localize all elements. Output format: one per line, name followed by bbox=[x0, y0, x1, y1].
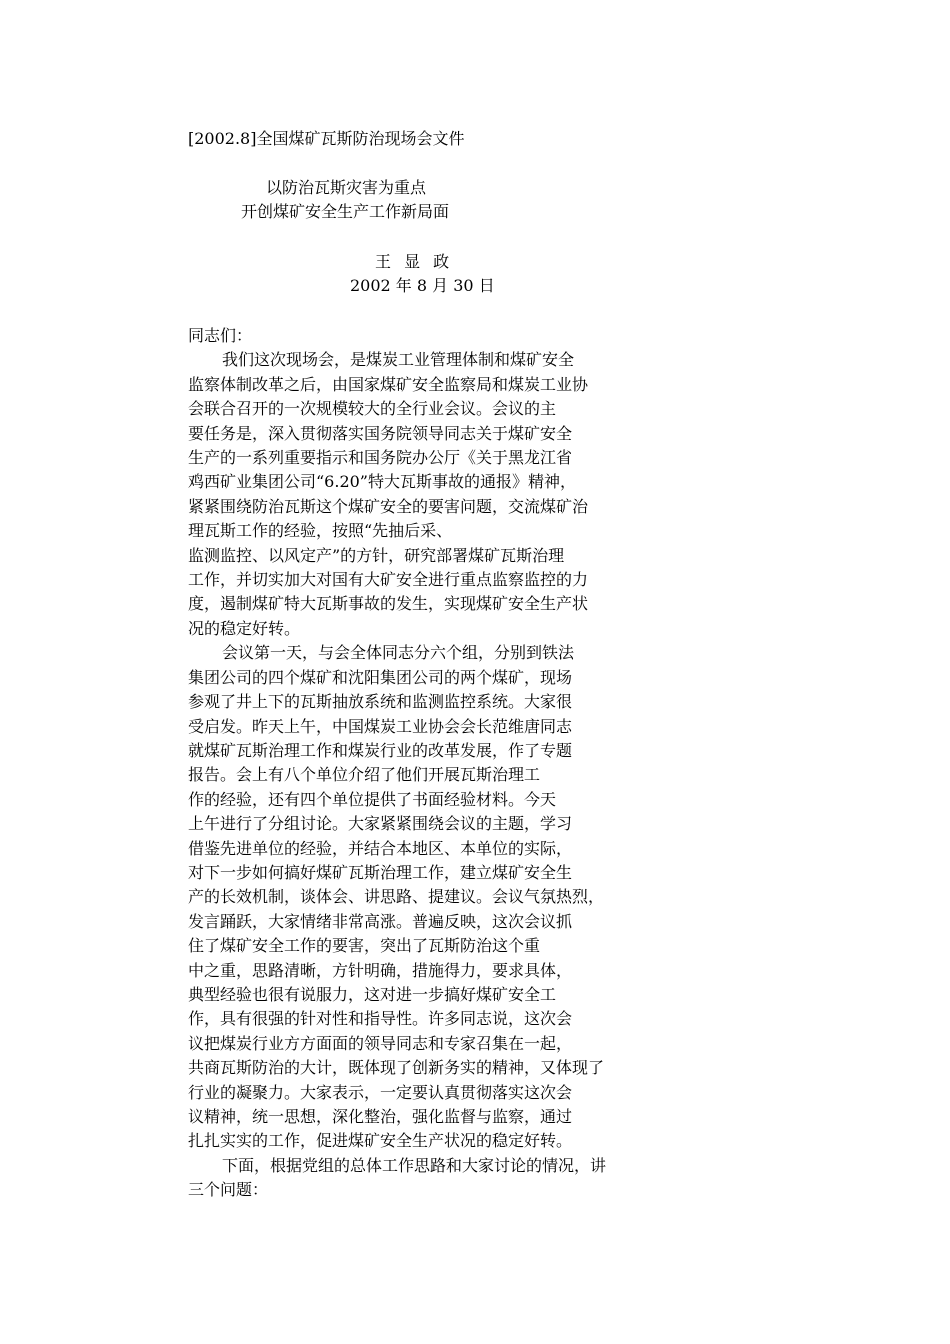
document-header: [2002.8]全国煤矿瓦斯防治现场会文件 bbox=[188, 129, 465, 148]
body-line: 理瓦斯工作的经验，按照“先抽后采、 bbox=[188, 521, 453, 541]
body-line: 议把煤炭行业方方面面的领导同志和专家召集在一起， bbox=[188, 1033, 573, 1053]
body-line: 产的长效机制，谈体会、讲思路、提建议。会议气氛热烈， bbox=[188, 887, 605, 907]
body-line: 工作，并切实加大对国有大矿安全进行重点监察监控的力 bbox=[188, 570, 589, 590]
body-line: 发言踊跃，大家情绪非常高涨。普遍反映，这次会议抓 bbox=[188, 911, 573, 931]
body-line: 行业的凝聚力。大家表示，一定要认真贯彻落实这次会 bbox=[188, 1082, 573, 1102]
body-line: 上午进行了分组讨论。大家紧紧围绕会议的主题，学习 bbox=[188, 814, 573, 834]
body-line: 报告。会上有八个单位介绍了他们开展瓦斯治理工 bbox=[188, 765, 541, 785]
body-line: 鸡西矿业集团公司“6.20”特大瓦斯事故的通报》精神， bbox=[188, 472, 576, 492]
body-line: 中之重，思路清晰，方针明确，措施得力，要求具体， bbox=[188, 960, 573, 980]
salutation: 同志们： bbox=[188, 326, 253, 345]
body-line: 作，具有很强的针对性和指导性。许多同志说，这次会 bbox=[188, 1009, 573, 1029]
body-line: 况的稳定好转。 bbox=[188, 618, 301, 638]
body-text bbox=[188, 324, 638, 1203]
body-line: 三个问题： bbox=[188, 1180, 269, 1200]
body-line: 下面，根据党组的总体工作思路和大家讨论的情况，讲 bbox=[222, 1155, 607, 1175]
body-line: 紧紧围绕防治瓦斯这个煤矿安全的要害问题，交流煤矿治 bbox=[188, 496, 589, 516]
body-line: 生产的一系列重要指示和国务院办公厅《关于黑龙江省 bbox=[188, 448, 573, 468]
title-line-2: 开创煤矿安全生产工作新局面 bbox=[241, 202, 450, 221]
body-line: 住了煤矿安全工作的要害，突出了瓦斯防治这个重 bbox=[188, 936, 541, 956]
body-line: 典型经验也很有说服力，这对进一步搞好煤矿安全工 bbox=[188, 984, 557, 1004]
body-line: 监察体制改革之后，由国家煤矿安全监察局和煤炭工业协 bbox=[188, 374, 589, 394]
body-line: 要任务是，深入贯彻落实国务院领导同志关于煤矿安全 bbox=[188, 423, 573, 443]
body-line: 集团公司的四个煤矿和沈阳集团公司的两个煤矿，现场 bbox=[188, 667, 573, 687]
body-line: 借鉴先进单位的经验，并结合本地区、本单位的实际， bbox=[188, 838, 573, 858]
body-line: 我们这次现场会，是煤炭工业管理体制和煤矿安全 bbox=[222, 350, 575, 370]
document-date: 2002 年 8 月 30 日 bbox=[350, 276, 495, 295]
body-line: 对下一步如何搞好煤矿瓦斯治理工作，建立煤矿安全生 bbox=[188, 862, 573, 882]
author-name: 王 显 政 bbox=[375, 252, 454, 271]
body-line: 就煤矿瓦斯治理工作和煤炭行业的改革发展，作了专题 bbox=[188, 740, 573, 760]
title-line-1: 以防治瓦斯灾害为重点 bbox=[266, 178, 427, 197]
body-line: 作的经验，还有四个单位提供了书面经验材料。今天 bbox=[188, 789, 557, 809]
body-line: 议精神，统一思想，深化整治，强化监督与监察，通过 bbox=[188, 1107, 573, 1126]
body-line: 会议第一天，与会全体同志分六个组，分别到铁法 bbox=[222, 643, 575, 663]
body-line: 共商瓦斯防治的大计，既体现了创新务实的精神，又体现了 bbox=[188, 1058, 605, 1078]
body-line: 受启发。昨天上午，中国煤炭工业协会会长范维唐同志 bbox=[188, 716, 573, 736]
body-line: 监测监控、以风定产”的方针，研究部署煤矿瓦斯治理 bbox=[188, 545, 565, 565]
body-line: 参观了井上下的瓦斯抽放系统和监测监控系统。大家很 bbox=[188, 692, 573, 712]
body-line: 扎扎实实的工作，促进煤矿安全生产状况的稳定好转。 bbox=[188, 1131, 573, 1151]
body-line: 度，遏制煤矿特大瓦斯事故的发生，实现煤矿安全生产状 bbox=[188, 594, 589, 614]
body-line: 会联合召开的一次规模较大的全行业会议。会议的主 bbox=[188, 399, 557, 419]
